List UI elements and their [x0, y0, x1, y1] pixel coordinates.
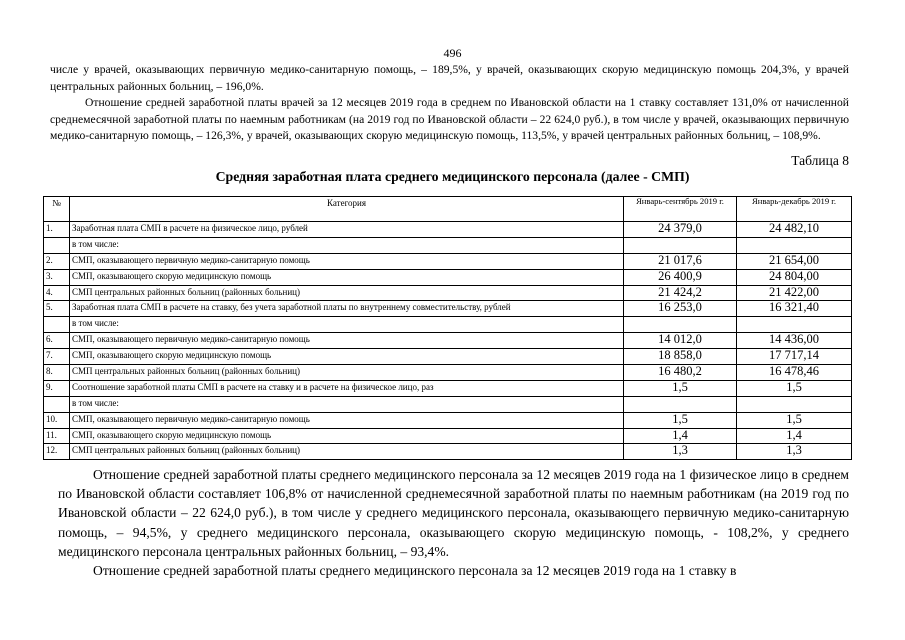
table-row	[44, 444, 852, 460]
header-jan-dec: Январь-декабрь 2019 г.	[737, 197, 852, 222]
table-row	[44, 269, 852, 285]
row-number	[44, 317, 70, 333]
row-jan-dec: 24 804,00	[737, 269, 852, 285]
row-category: Соотношение заработной платы СМП в расчете на ставку и в расчете на физическое лицо, раз	[70, 380, 624, 396]
table-row	[44, 317, 852, 333]
table-row	[44, 253, 852, 269]
row-jan-sep: 1,5	[624, 412, 737, 428]
table-caption: Таблица 8	[791, 153, 849, 168]
row-category: СМП центральных районных больниц (районных больниц)	[70, 365, 624, 381]
row-jan-dec	[737, 237, 852, 253]
row-category: СМП, оказывающего скорую медицинскую помощь	[70, 269, 624, 285]
row-jan-dec: 16 478,46	[737, 365, 852, 381]
row-jan-dec: 1,5	[737, 412, 852, 428]
row-jan-sep: 24 379,0	[624, 222, 737, 238]
row-jan-dec	[737, 396, 852, 412]
row-jan-sep	[624, 396, 737, 412]
row-jan-dec: 16 321,40	[737, 301, 852, 317]
row-category: в том числе:	[70, 237, 624, 253]
table-row	[44, 301, 852, 317]
table-header-row	[44, 197, 852, 222]
row-number: 12.	[44, 444, 70, 460]
row-jan-sep: 1,3	[624, 444, 737, 460]
row-jan-sep: 16 480,2	[624, 365, 737, 381]
row-category: СМП, оказывающего скорую медицинскую помощь	[70, 349, 624, 365]
row-number: 2.	[44, 253, 70, 269]
lower-text	[58, 465, 849, 580]
salary-table	[43, 196, 852, 460]
row-category: СМП центральных районных больниц (районных больниц)	[70, 444, 624, 460]
intro-text	[50, 62, 849, 145]
row-number: 6.	[44, 333, 70, 349]
header-number: №	[44, 197, 70, 222]
row-category: Заработная плата СМП в расчете на физическое лицо, рублей	[70, 222, 624, 238]
row-number	[44, 237, 70, 253]
row-number: 11.	[44, 428, 70, 444]
row-category: СМП, оказывающего первичную медико-санитарную помощь	[70, 253, 624, 269]
row-number: 10.	[44, 412, 70, 428]
row-jan-sep: 1,5	[624, 380, 737, 396]
row-number: 9.	[44, 380, 70, 396]
row-category: СМП центральных районных больниц (районных больниц)	[70, 285, 624, 301]
table-row	[44, 222, 852, 238]
row-number: 7.	[44, 349, 70, 365]
row-number: 4.	[44, 285, 70, 301]
row-category: СМП, оказывающего первичную медико-санитарную помощь	[70, 412, 624, 428]
table-title: Средняя заработная плата среднего медицинского персонала (далее - СМП)	[215, 169, 690, 184]
row-jan-dec: 1,4	[737, 428, 852, 444]
row-category: Заработная плата СМП в расчете на ставку, без учета заработной платы по внутреннему совместительству, рублей	[70, 301, 624, 317]
row-jan-dec: 24 482,10	[737, 222, 852, 238]
row-jan-sep: 21 017,6	[624, 253, 737, 269]
page-number: 496	[443, 46, 462, 60]
table-row	[44, 333, 852, 349]
row-jan-dec: 1,3	[737, 444, 852, 460]
table-row	[44, 412, 852, 428]
table-row	[44, 428, 852, 444]
table-row	[44, 237, 852, 253]
row-jan-sep	[624, 237, 737, 253]
row-jan-sep: 14 012,0	[624, 333, 737, 349]
row-jan-sep: 1,4	[624, 428, 737, 444]
row-category: в том числе:	[70, 317, 624, 333]
lower-paragraph-1: Отношение средней заработной платы среднего медицинского персонала за 12 месяцев 2019 года на 1 физическое лицо в среднем по Ивановской области составляет 106,8% от начисленной среднемесячной заработной платы по наемным работникам (на 2019 год по Ивановской области – 22 624,0 руб.), в том числе у среднего медицинского персонала, оказывающего первичную медико-санитарную помощь, – 94,5%, у среднего медицинского персонала, оказывающего скорую медицинскую помощь, - 108,2%, у среднего медицинского персонала центральных районных больниц, – 93,4%.	[58, 467, 849, 559]
header-jan-sep: Январь-сентябрь 2019 г.	[624, 197, 737, 222]
table-row	[44, 365, 852, 381]
row-number: 8.	[44, 365, 70, 381]
row-jan-dec: 21 654,00	[737, 253, 852, 269]
header-category: Категория	[70, 197, 624, 222]
row-category: СМП, оказывающего скорую медицинскую помощь	[70, 428, 624, 444]
row-number	[44, 396, 70, 412]
table-row	[44, 380, 852, 396]
row-jan-dec: 1,5	[737, 380, 852, 396]
row-jan-sep: 16 253,0	[624, 301, 737, 317]
row-jan-dec	[737, 317, 852, 333]
row-number: 1.	[44, 222, 70, 238]
row-jan-dec: 21 422,00	[737, 285, 852, 301]
row-jan-sep: 21 424,2	[624, 285, 737, 301]
lower-paragraph-2: Отношение средней заработной платы среднего медицинского персонала за 12 месяцев 2019 года на 1 ставку в	[93, 563, 737, 579]
table-row	[44, 285, 852, 301]
row-jan-sep	[624, 317, 737, 333]
table-row	[44, 349, 852, 365]
row-jan-sep: 26 400,9	[624, 269, 737, 285]
table-row	[44, 396, 852, 412]
intro-paragraph-2: Отношение средней заработной платы врачей за 12 месяцев 2019 года в среднем по Ивановской области на 1 ставку составляет 131,0% от начисленной среднемесячной заработной платы по наемным работникам (на 2019 год по Ивановской области – 22 624,0 руб.), в том числе у врачей, оказывающих первичную медико-санитарную помощь, – 126,3%, у врачей, оказывающих скорую медицинскую помощь, 113,5%, у врачей центральных районных больниц, – 108,9%.	[50, 96, 849, 142]
row-category: СМП, оказывающего первичную медико-санитарную помощь	[70, 333, 624, 349]
row-jan-dec: 17 717,14	[737, 349, 852, 365]
intro-paragraph-1: числе у врачей, оказывающих первичную медико-санитарную помощь, – 189,5%, у врачей, оказывающих скорую медицинскую помощь 204,3%, у врачей центральных районных больниц, – 196,0%.	[50, 63, 849, 93]
row-number: 5.	[44, 301, 70, 317]
row-number: 3.	[44, 269, 70, 285]
row-jan-dec: 14 436,00	[737, 333, 852, 349]
row-jan-sep: 18 858,0	[624, 349, 737, 365]
row-category: в том числе:	[70, 396, 624, 412]
